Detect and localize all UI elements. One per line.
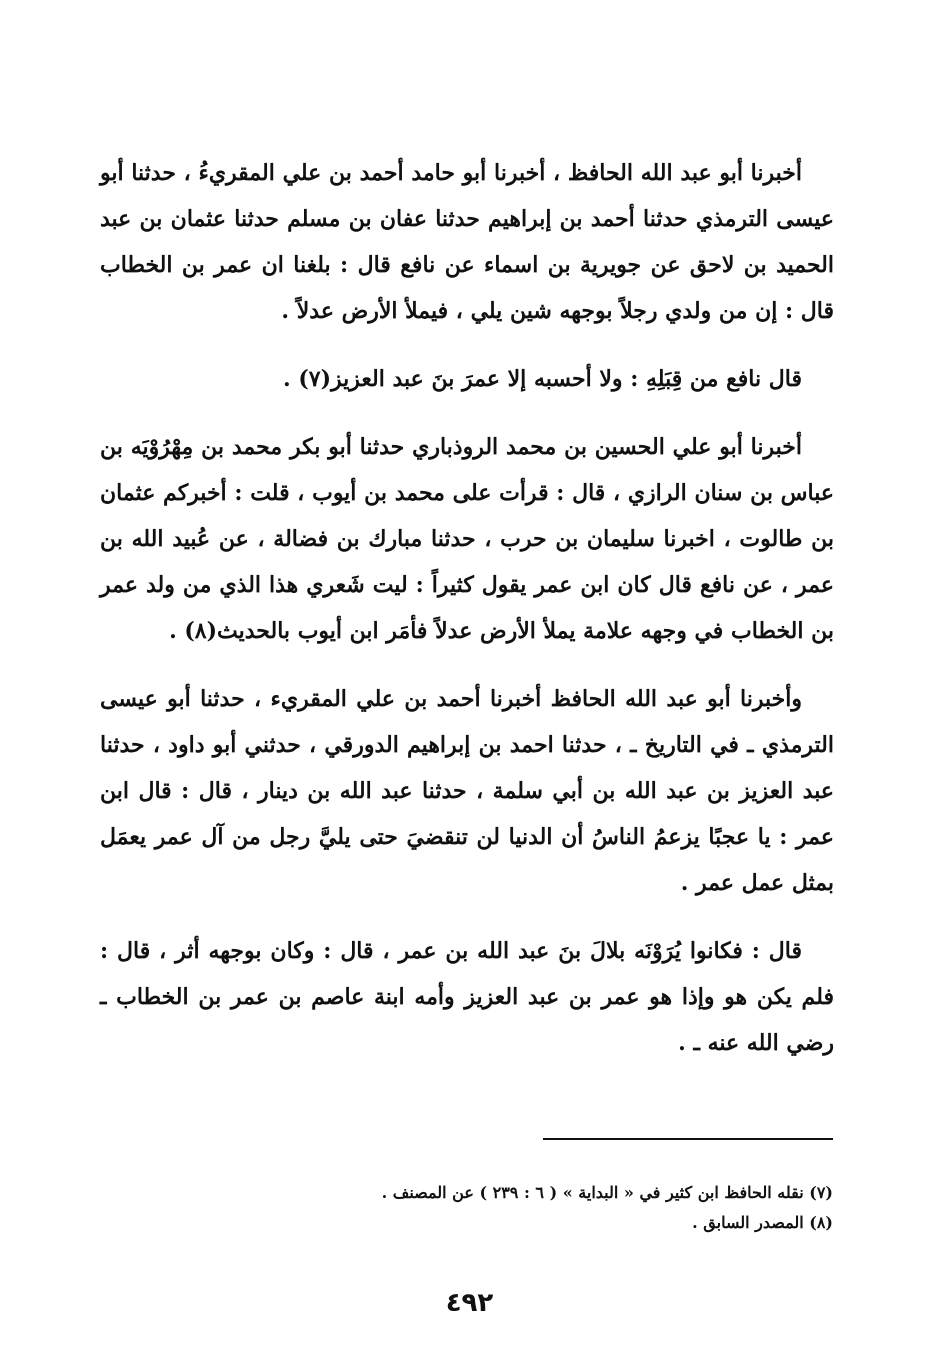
footnote-8: (٨) المصدر السابق . — [692, 1213, 833, 1232]
paragraph-3: أخبرنا أبو علي الحسين بن محمد الروذباري حدثنا أبو بكر محمد بن مِهْرُوْيَه بن عباس بن سنان الرازي ، قال : قرأت على محمد بن أيوب ، قلت : أخبركم عثمان بن طالوت ، اخبرنا سليمان بن حرب ، حدثنا مبارك بن فضالة ، عن عُبيد الله بن عمر ، عن نافع قال كان ابن عمر يقول كثيراً : ليت شَعري هذا الذي من ولد عمر بن الخطاب في وجهه علامة يملأ الأرض عدلاً فأمَر ابن أيوب بالحديث(٨) . — [100, 434, 834, 644]
paragraph-1: أخبرنا أبو عبد الله الحافظ ، أخبرنا أبو حامد أحمد بن علي المقريءُ ، حدثنا أبو عيسى الترمذي حدثنا أحمد بن إبراهيم حدثنا عفان بن مسلم حدثنا عثمان بن عبد الحميد بن لاحق عن جويرية بن اسماء عن نافع قال : بلغنا ان عمر بن الخطاب قال : إن من ولدي رجلاً بوجهه شين يلي ، فيملأ الأرض عدلاً . — [100, 160, 834, 324]
paragraph-2: قال نافع من قِبَلِهِ : ولا أحسبه إلا عمرَ بنَ عبد العزيز(٧) . — [283, 366, 802, 392]
paragraph-5: قال : فكانوا يُرَوْنَه بلالَ بنَ عبد الله بن عمر ، قال : وكان بوجهه أثر ، قال : فلم يكن هو وإذا هو عمر بن عبد العزيز وأمه ابنة عاصم بن عمر بن الخطاب ـ رضي الله عنه ـ . — [100, 938, 834, 1056]
paragraph-4: وأخبرنا أبو عبد الله الحافظ أخبرنا أحمد بن علي المقريء ، حدثنا أبو عيسى الترمذي ـ في التاريخ ـ ، حدثنا احمد بن إبراهيم الدورقي ، حدثني أبو داود ، حدثنا عبد العزيز بن عبد الله بن أبي سلمة ، حدثنا عبد الله بن دينار ، قال : قال ابن عمر : يا عجبًا يزعمُ الناسُ أن الدنيا لن تنقضيَ حتى يليَّ رجل من آل عمر يعمَل بمثل عمل عمر . — [100, 686, 834, 896]
page-body — [100, 150, 834, 1088]
page-number: ٤٩٢ — [445, 1288, 494, 1318]
footnote-7: (٧) نقله الحافظ ابن كثير في « البداية » ( ٦ : ٢٣٩ ) عن المصنف . — [381, 1183, 833, 1202]
footnote-divider — [543, 1138, 833, 1140]
footnotes — [233, 1178, 833, 1238]
